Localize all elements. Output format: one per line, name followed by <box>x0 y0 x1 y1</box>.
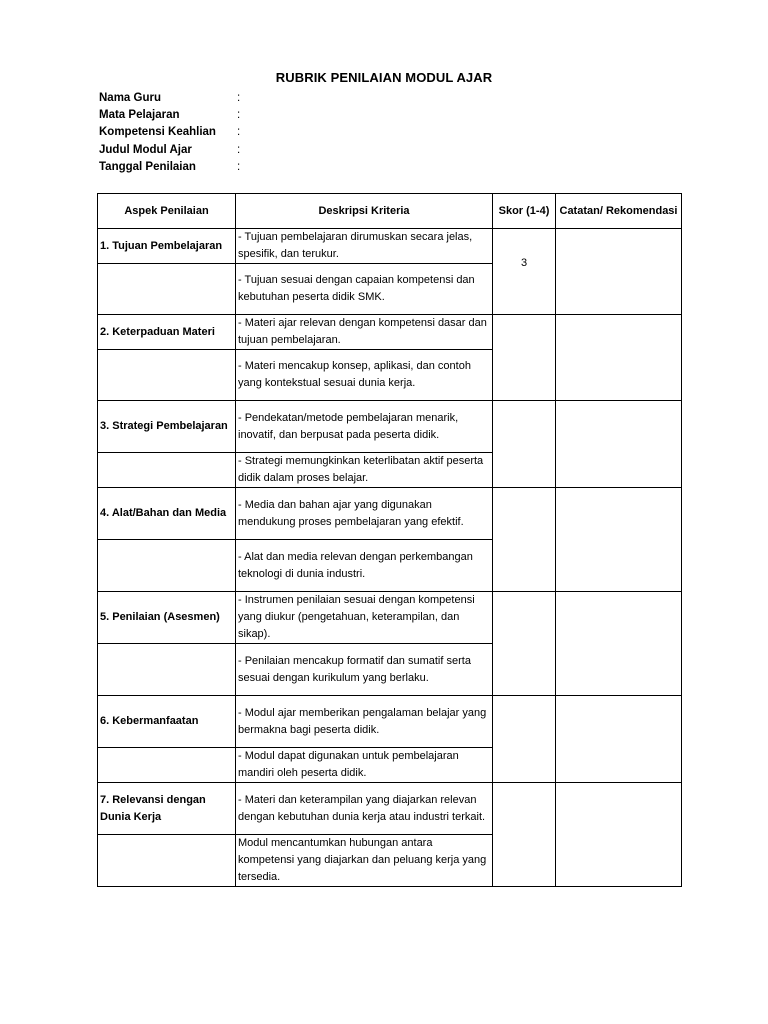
skor-cell[interactable] <box>493 488 556 592</box>
meta-separator: : <box>237 92 241 104</box>
table-row <box>98 592 682 644</box>
header-aspek: Aspek Penilaian <box>98 194 236 229</box>
catatan-cell[interactable] <box>556 401 682 488</box>
meta-row-judul-modul <box>99 142 399 159</box>
table-row <box>98 315 682 350</box>
table-row <box>98 488 682 540</box>
meta-row-tanggal-penilaian <box>99 159 399 176</box>
catatan-cell[interactable] <box>556 229 682 315</box>
skor-cell[interactable] <box>493 401 556 488</box>
skor-cell[interactable] <box>493 229 556 315</box>
meta-separator: : <box>237 126 241 139</box>
meta-row-mata-pelajaran <box>99 107 399 124</box>
aspek-cell-empty <box>98 644 236 696</box>
header-deskripsi: Deskripsi Kriteria <box>236 194 493 229</box>
criteria-cell: - Penilaian mencakup formatif dan sumatif serta sesuai dengan kurikulum yang berlaku. <box>236 644 493 696</box>
catatan-cell[interactable] <box>556 315 682 401</box>
criteria-cell: - Pendekatan/metode pembelajaran menarik, inovatif, dan berpusat pada peserta didik. <box>236 401 493 453</box>
aspek-cell-empty <box>98 453 236 488</box>
meta-separator: : <box>237 160 241 173</box>
aspek-cell-empty <box>98 540 236 592</box>
criteria-cell: - Instrumen penilaian sesuai dengan kompetensi yang diukur (pengetahuan, keterampilan, dan sikap). <box>236 592 493 644</box>
meta-row-kompetensi-keahlian <box>99 124 399 141</box>
meta-row-nama-guru <box>99 90 399 107</box>
meta-label: Judul Modul Ajar <box>99 143 192 156</box>
skor-cell[interactable] <box>493 315 556 401</box>
table-row <box>98 229 682 264</box>
catatan-cell[interactable] <box>556 488 682 592</box>
catatan-cell[interactable] <box>556 696 682 783</box>
page-title: RUBRIK PENILAIAN MODUL AJAR <box>275 70 493 85</box>
criteria-cell: - Tujuan sesuai dengan capaian kompetensi dan kebutuhan peserta didik SMK. <box>236 264 493 315</box>
table-row <box>98 696 682 748</box>
meta-label: Tanggal Penilaian <box>99 160 196 173</box>
criteria-cell: - Modul dapat digunakan untuk pembelajaran mandiri oleh peserta didik. <box>236 748 493 783</box>
aspek-cell: 7. Relevansi dengan Dunia Kerja <box>98 783 236 835</box>
aspek-cell: 1. Tujuan Pembelajaran <box>98 229 236 264</box>
meta-fields <box>99 90 399 176</box>
aspek-cell: 6. Kebermanfaatan <box>98 696 236 748</box>
catatan-cell[interactable] <box>556 783 682 887</box>
skor-cell[interactable] <box>493 696 556 783</box>
meta-label: Nama Guru <box>99 92 161 104</box>
catatan-cell[interactable] <box>556 592 682 696</box>
skor-cell[interactable] <box>493 592 556 696</box>
criteria-cell: - Modul ajar memberikan pengalaman belajar yang bermakna bagi peserta didik. <box>236 696 493 748</box>
criteria-cell: - Alat dan media relevan dengan perkembangan teknologi di dunia industri. <box>236 540 493 592</box>
aspek-cell-empty <box>98 264 236 315</box>
aspek-cell-empty <box>98 748 236 783</box>
criteria-cell: Modul mencantumkan hubungan antara kompetensi yang diajarkan dan peluang kerja yang tersedia. <box>236 835 493 887</box>
aspek-cell-empty <box>98 350 236 401</box>
criteria-cell: - Materi ajar relevan dengan kompetensi dasar dan tujuan pembelajaran. <box>236 315 493 350</box>
header-catatan: Catatan/ Rekomendasi <box>556 194 682 229</box>
aspek-cell: 5. Penilaian (Asesmen) <box>98 592 236 644</box>
aspek-cell: 4. Alat/Bahan dan Media <box>98 488 236 540</box>
table-row <box>98 783 682 835</box>
rubric-table <box>97 193 682 887</box>
meta-separator: : <box>237 109 241 122</box>
criteria-cell: - Media dan bahan ajar yang digunakan mendukung proses pembelajaran yang efektif. <box>236 488 493 540</box>
criteria-cell: - Materi dan keterampilan yang diajarkan relevan dengan kebutuhan dunia kerja atau industri terkait. <box>236 783 493 835</box>
meta-label: Mata Pelajaran <box>99 109 180 122</box>
skor-value: 3 <box>520 257 528 269</box>
meta-label: Kompetensi Keahlian <box>99 126 216 139</box>
skor-cell[interactable] <box>493 783 556 887</box>
header-skor: Skor (1-4) <box>493 194 556 229</box>
criteria-cell: - Tujuan pembelajaran dirumuskan secara jelas, spesifik, dan terukur. <box>236 229 493 264</box>
aspek-cell: 2. Keterpaduan Materi <box>98 315 236 350</box>
aspek-cell: 3. Strategi Pembelajaran <box>98 401 236 453</box>
criteria-cell: - Strategi memungkinkan keterlibatan aktif peserta didik dalam proses belajar. <box>236 453 493 488</box>
criteria-cell: - Materi mencakup konsep, aplikasi, dan contoh yang kontekstual sesuai dunia kerja. <box>236 350 493 401</box>
aspek-cell-empty <box>98 835 236 887</box>
table-header-row <box>98 194 682 229</box>
meta-separator: : <box>237 143 241 156</box>
table-row <box>98 401 682 453</box>
